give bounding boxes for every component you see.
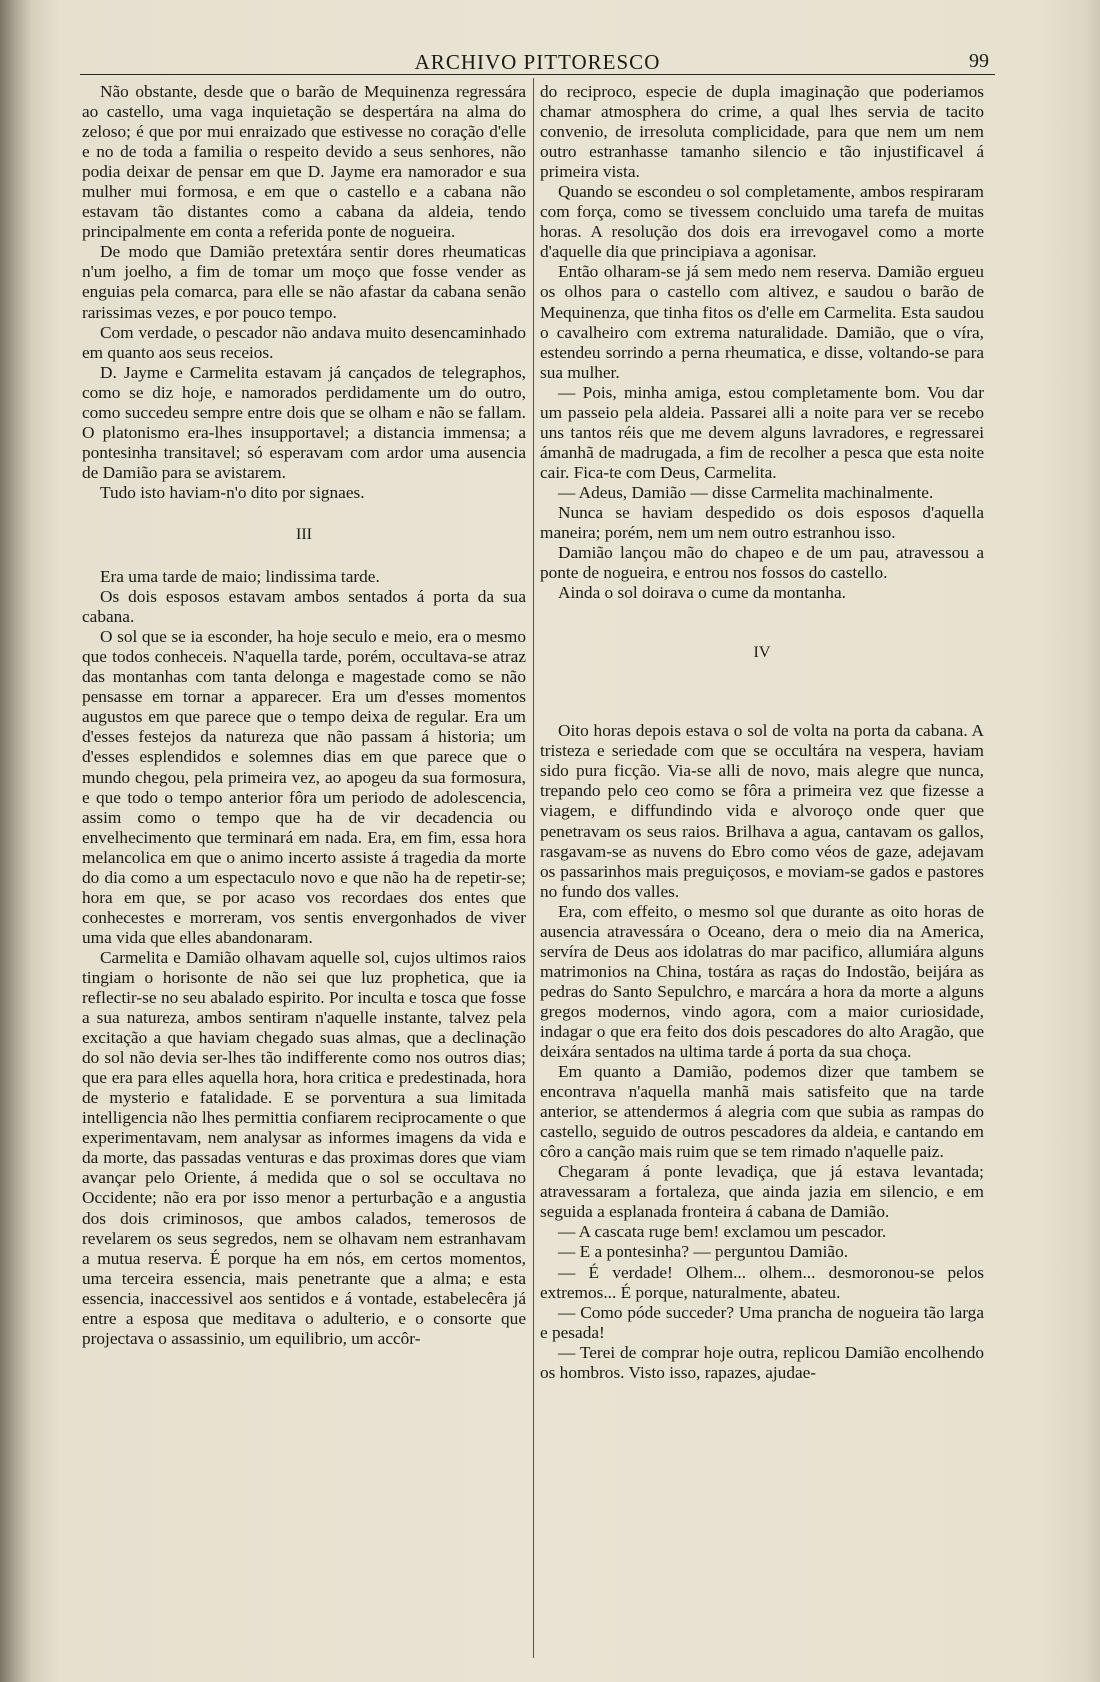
dialogue-line: — E a pontesinha? — perguntou Damião. <box>558 1242 849 1262</box>
paragraph: — Adeus, Damião — disse Carmelita machinalmente. <box>558 482 934 502</box>
page-number: 99 <box>969 50 989 72</box>
dialogue-line: — Terei de comprar hoje outra, replicou Damião encolhendo os hombros. Visto isso, rapazes, ajudae- <box>540 1342 984 1382</box>
paragraph: Oito horas depois estava o sol de volta na porta da cabana. A tristeza e seriedade com que se occultára na vespera, haviam sido pura ficção. Via-se alli de novo, mais alegre que nunca, trepando pelo ceo como se fôra a primeira vez que fizesse a viagem, e diffundindo vida e alvoroço onde quer que penetravam os seus raios. Brilhava a agua, cantavam os gallos, rasgavam-se as nuvens do Ebro como véos de gaze, adejavam os passarinhos mais preguiçosos, e moviam-se gados e pastores no fundo dos valles. <box>540 721 984 901</box>
paragraph: Era, com effeito, o mesmo sol que durante as oito horas de ausencia atravessára o Oceano, dera o meio dia na America, servíra de Deus aos idolatras do mar pacifico, allumiára alguns matrimonios na China, tostára as raças do Indostão, beijára as pedras do Santo Sepulchro, e marcára a hora da morte a alguns gregos modernos, vindo agora, com a maior curiosidade, indagar o que era feito dos dois pescadores do alto Aragão, que deixára sentados na ultima tarde á porta da sua choça. <box>540 901 984 1062</box>
dialogue-line: — Como póde succeder? Uma prancha de nogueira tão larga e pesada! <box>540 1302 984 1342</box>
paragraph: do reciproco, especie de dupla imaginação que poderiamos chamar atmosphera do crime, a qual lhes servia de tacito convenio, de irresoluta complicidade, para que nem um nem outro estranhasse tamanho silencio e tão injustificavel á primeira vista. <box>540 82 984 182</box>
dialogue-line: — A cascata ruge bem! exclamou um pescador. <box>558 1222 887 1242</box>
left-column <box>82 82 526 1349</box>
column-divider <box>533 78 534 1658</box>
right-column <box>540 82 984 1383</box>
paragraph: Tudo isto haviam-n'o dito por signaes. <box>100 482 365 502</box>
paragraph: De modo que Damião pretextára sentir dores rheumaticas n'um joelho, a fim de tomar um moço que fosse vender as enguias pela comarca, para elle se não afastar da cabana senão rarissimas vezes, e por pouco tempo. <box>82 242 526 322</box>
paragraph: Nunca se haviam despedido os dois esposos d'aquella maneira; porém, nem um nem outro estranhou isso. <box>540 502 984 543</box>
paragraph: Chegaram á ponte levadiça, que já estava levantada; atravessaram a fortaleza, que ainda jazia em silencio, e em seguida a esplanada fronteira á cabana de Damião. <box>540 1162 984 1222</box>
paragraph: Com verdade, o pescador não andava muito desencaminhado em quanto aos seus receios. <box>82 322 526 362</box>
paragraph: — Pois, minha amiga, estou completamente bom. Vou dar um passeio pela aldeia. Passarei alli a noite para ver se recebo uns tantos réis que me devem alguns lavradores, e regressarei ámanhã de madrugada, a fim de recolher a pesca que esta noite cair. Fica-te com Deus, Carmelita. <box>540 382 984 482</box>
section-number-iii: III <box>296 525 312 543</box>
page-header <box>80 48 995 75</box>
section-number-iv: IV <box>753 644 771 662</box>
paragraph: Os dois esposos estavam ambos sentados á porta da sua cabana. <box>82 587 526 627</box>
paragraph: Quando se escondeu o sol completamente, ambos respiraram com força, como se tivessem concluido uma tarefa de muitas horas. A resolução dos dois era irrevogavel como a morte d'aquelle dia que principiava a agonisar. <box>540 182 984 262</box>
paragraph: Era uma tarde de maio; lindissima tarde. <box>100 567 380 587</box>
paragraph: Em quanto a Damião, podemos dizer que tambem se encontrava n'aquella manhã mais satisfeito que na tarde anterior, se attendermos á alegria com que subia as rampas do castello, seguido de outros pescadores da aldeia, e cantando em côro a canção mais ruim que se tem rimado n'aquelle paiz. <box>540 1062 984 1162</box>
journal-title: ARCHIVO PITTORESCO <box>414 50 661 74</box>
paragraph: O sol que se ia esconder, ha hoje seculo e meio, era o mesmo que todos conheceis. N'aquella tarde, porém, occultava-se atraz das montanhas com tanta delonga e magestade como se não pensasse em tornar a apparecer. Era um d'esses momentos augustos em que parece que o tempo deixa de regular. Era um d'esses festejos da natureza que não passam á historia; um d'esses esplendidos e solemnes dias em que parece que o mundo chegou, pela primeira vez, ao apogeu da sua formosura, e que todo o tempo anterior fôra um periodo de adolescencia, assim como o tempo que ha de vir decadencia ou envelhecimento que terminará em nada. Era, em fim, essa hora melancolica em que o animo incerto assiste á tragedia da morte do dia como a um espectaculo novo e que não ha de repetir-se; hora em que, se por acaso vos recordaes dos entes que conhecestes e morreram, vos sentis envergonhados de viver uma vida que elles abandonaram. <box>82 627 526 947</box>
paragraph: Carmelita e Damião olhavam aquelle sol, cujos ultimos raios tingiam o horisonte de não sei que luz prophetica, que ia reflectir-se no seu abalado espirito. Por inculta e tosca que fosse a sua natureza, ambos sentiram n'aquelle instante, talvez pela excitação a que haviam chegado suas almas, que a declinação do sol não devia ser-lhes tão indifferente como nos outros dias; que era para elles aquella hora, hora critica e predestinada, hora de mysterio e fatalidade. E se porventura a sua limitada intelligencia não lhes permittia confiarem reciprocamente o que experimentavam, nem analysar as informes imagens da vida e da morte, das passadas venturas e das proximas dores que viam avançar pelo Oriente, á medida que o sol se occultava no Occidente; não era por isso menor a perturbação e a angustia dos dois criminosos, que ambos calados, temerosos de revelarem os seus segredos, nem se olhavam nem estranhavam a mutua reserva. É porque ha em nós, em certos momentos, uma terceira essencia, mais penetrante que a alma; e esta essencia, inaccessivel aos sentidos e á vontade, estabelecêra já entre a esposa que meditava o adulterio, e o consorte que projectava o assassinio, um equilibrio, um accôr- <box>82 947 526 1348</box>
paragraph: Ainda o sol doirava o cume da montanha. <box>558 583 846 603</box>
paragraph: Não obstante, desde que o barão de Mequinenza regressára ao castello, uma vaga inquietação se despertára na alma do zeloso; é que por mui enraizado que estivesse no coração d'elle e no de toda a familia o respeito devido a seus senhores, não podia deixar de pensar em que D. Jayme era namorador e sua mulher mui formosa, e em que o castello e a cabana não estavam tão distantes como a cabana da aldeia, tendo principalmente em conta a referida ponte de nogueira. <box>82 82 526 242</box>
paragraph: Então olharam-se já sem medo nem reserva. Damião ergueu os olhos para o castello com altivez, e saudou o barão de Mequinenza, que tinha fitos os d'elle em Carmelita. Esta saudou o cavalheiro com extrema naturalidade. Damião, que o víra, estendeu sorrindo a perna rheumatica, e disse, voltando-se para sua mulher. <box>540 262 984 382</box>
dialogue-line: — É verdade! Olhem... olhem... desmoronou-se pelos extremos... É porque, naturalmente, abateu. <box>540 1262 984 1302</box>
paragraph: D. Jayme e Carmelita estavam já cançados de telegraphos, como se diz hoje, e namorados perdidamente um do outro, como succedeu sempre entre dois que se olham e não se fallam. O platonismo era-lhes insupportavel; a distancia immensa; a pontesinha transitavel; só esperavam com ardor uma ausencia de Damião para se avistarem. <box>82 362 526 482</box>
paragraph: Damião lançou mão do chapeo e de um pau, atravessou a ponte de nogueira, e entrou nos fossos do castello. <box>540 543 984 583</box>
